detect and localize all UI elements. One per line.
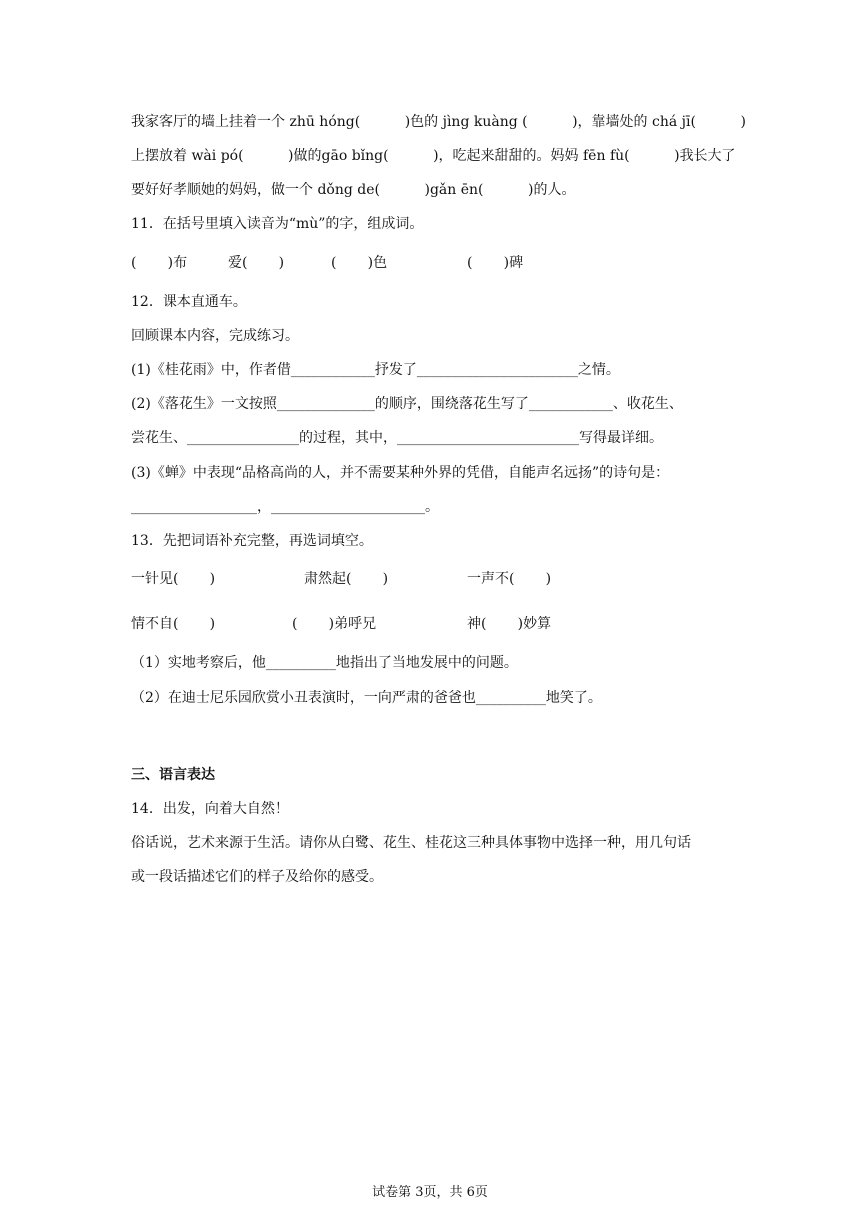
q12-line-5: __________________，______________________。	[131, 499, 439, 515]
q13-word-2: 肃然起( )	[304, 571, 389, 587]
q13-fill-1: （1）实地考察后，他__________地指出了当地发展中的问题。	[131, 655, 518, 671]
q13-word-4: 情不自( )	[131, 616, 216, 632]
q11-item-2: 爱( )	[228, 255, 285, 271]
q11-title: 11．在括号里填入读音为“mù”的字，组成词。	[131, 216, 424, 232]
q12-line-4: (3)《蝉》中表现“品格高尚的人，并不需要某种外界的凭借，自能声名远扬”的诗句是：	[131, 465, 670, 481]
q11-item-4: ( )碑	[467, 255, 524, 271]
q13-title: 13．先把词语补充完整，再选词填空。	[131, 533, 373, 549]
q14-line-1: 俗话说，艺术来源于生活。请你从白鹭、花生、桂花这三种具体事物中选择一种，用几句话	[131, 835, 691, 851]
q12-line-2: (2)《落花生》一文按照______________的顺序，围绕落花生写了____________、收花生、	[131, 396, 683, 412]
q13-fill-2: （2）在迪士尼乐园欣赏小丑表演时，一向严肃的爸爸也__________地笑了。	[131, 690, 602, 706]
q11-item-1: ( )布	[131, 255, 188, 271]
q12-subtitle: 回顾课本内容，完成练习。	[131, 328, 299, 344]
q13-word-5: ( )弟呼兄	[292, 616, 377, 632]
q12-line-3: 尝花生、________________的过程，其中，__________________________写得最详细。	[131, 430, 663, 446]
q14-title: 14．出发，向着大自然！	[131, 801, 289, 817]
q14-line-2: 或一段话描述它们的样子及给你的感受。	[131, 869, 383, 885]
q12-title: 12．课本直通车。	[131, 294, 247, 310]
q11-item-3: ( )色	[331, 255, 388, 271]
q13-word-6: 神( )妙算	[467, 616, 552, 632]
page-footer: 试卷第 3页，共 6页	[372, 1185, 488, 1200]
q13-word-3: 一声不( )	[467, 571, 552, 587]
q12-line-1: (1)《桂花雨》中，作者借____________抒发了_______________________之情。	[131, 362, 620, 378]
intro-line-2: 上摆放着 wài pó( )做的gāo bǐng( )，吃起来甜甜的。妈妈 fēn fù( )我长大了	[131, 148, 736, 164]
section3-heading: 三、语言表达	[131, 767, 215, 783]
q13-word-1: 一针见( )	[131, 571, 216, 587]
intro-line-1: 我家客厅的墙上挂着一个 zhū hóng( )色的 jìng kuàng ( )，靠墙处的 chá jī( )	[131, 114, 746, 130]
intro-line-3: 要好好孝顺她的妈妈，做一个 dǒng de( )gǎn ēn( )的人。	[131, 182, 576, 198]
